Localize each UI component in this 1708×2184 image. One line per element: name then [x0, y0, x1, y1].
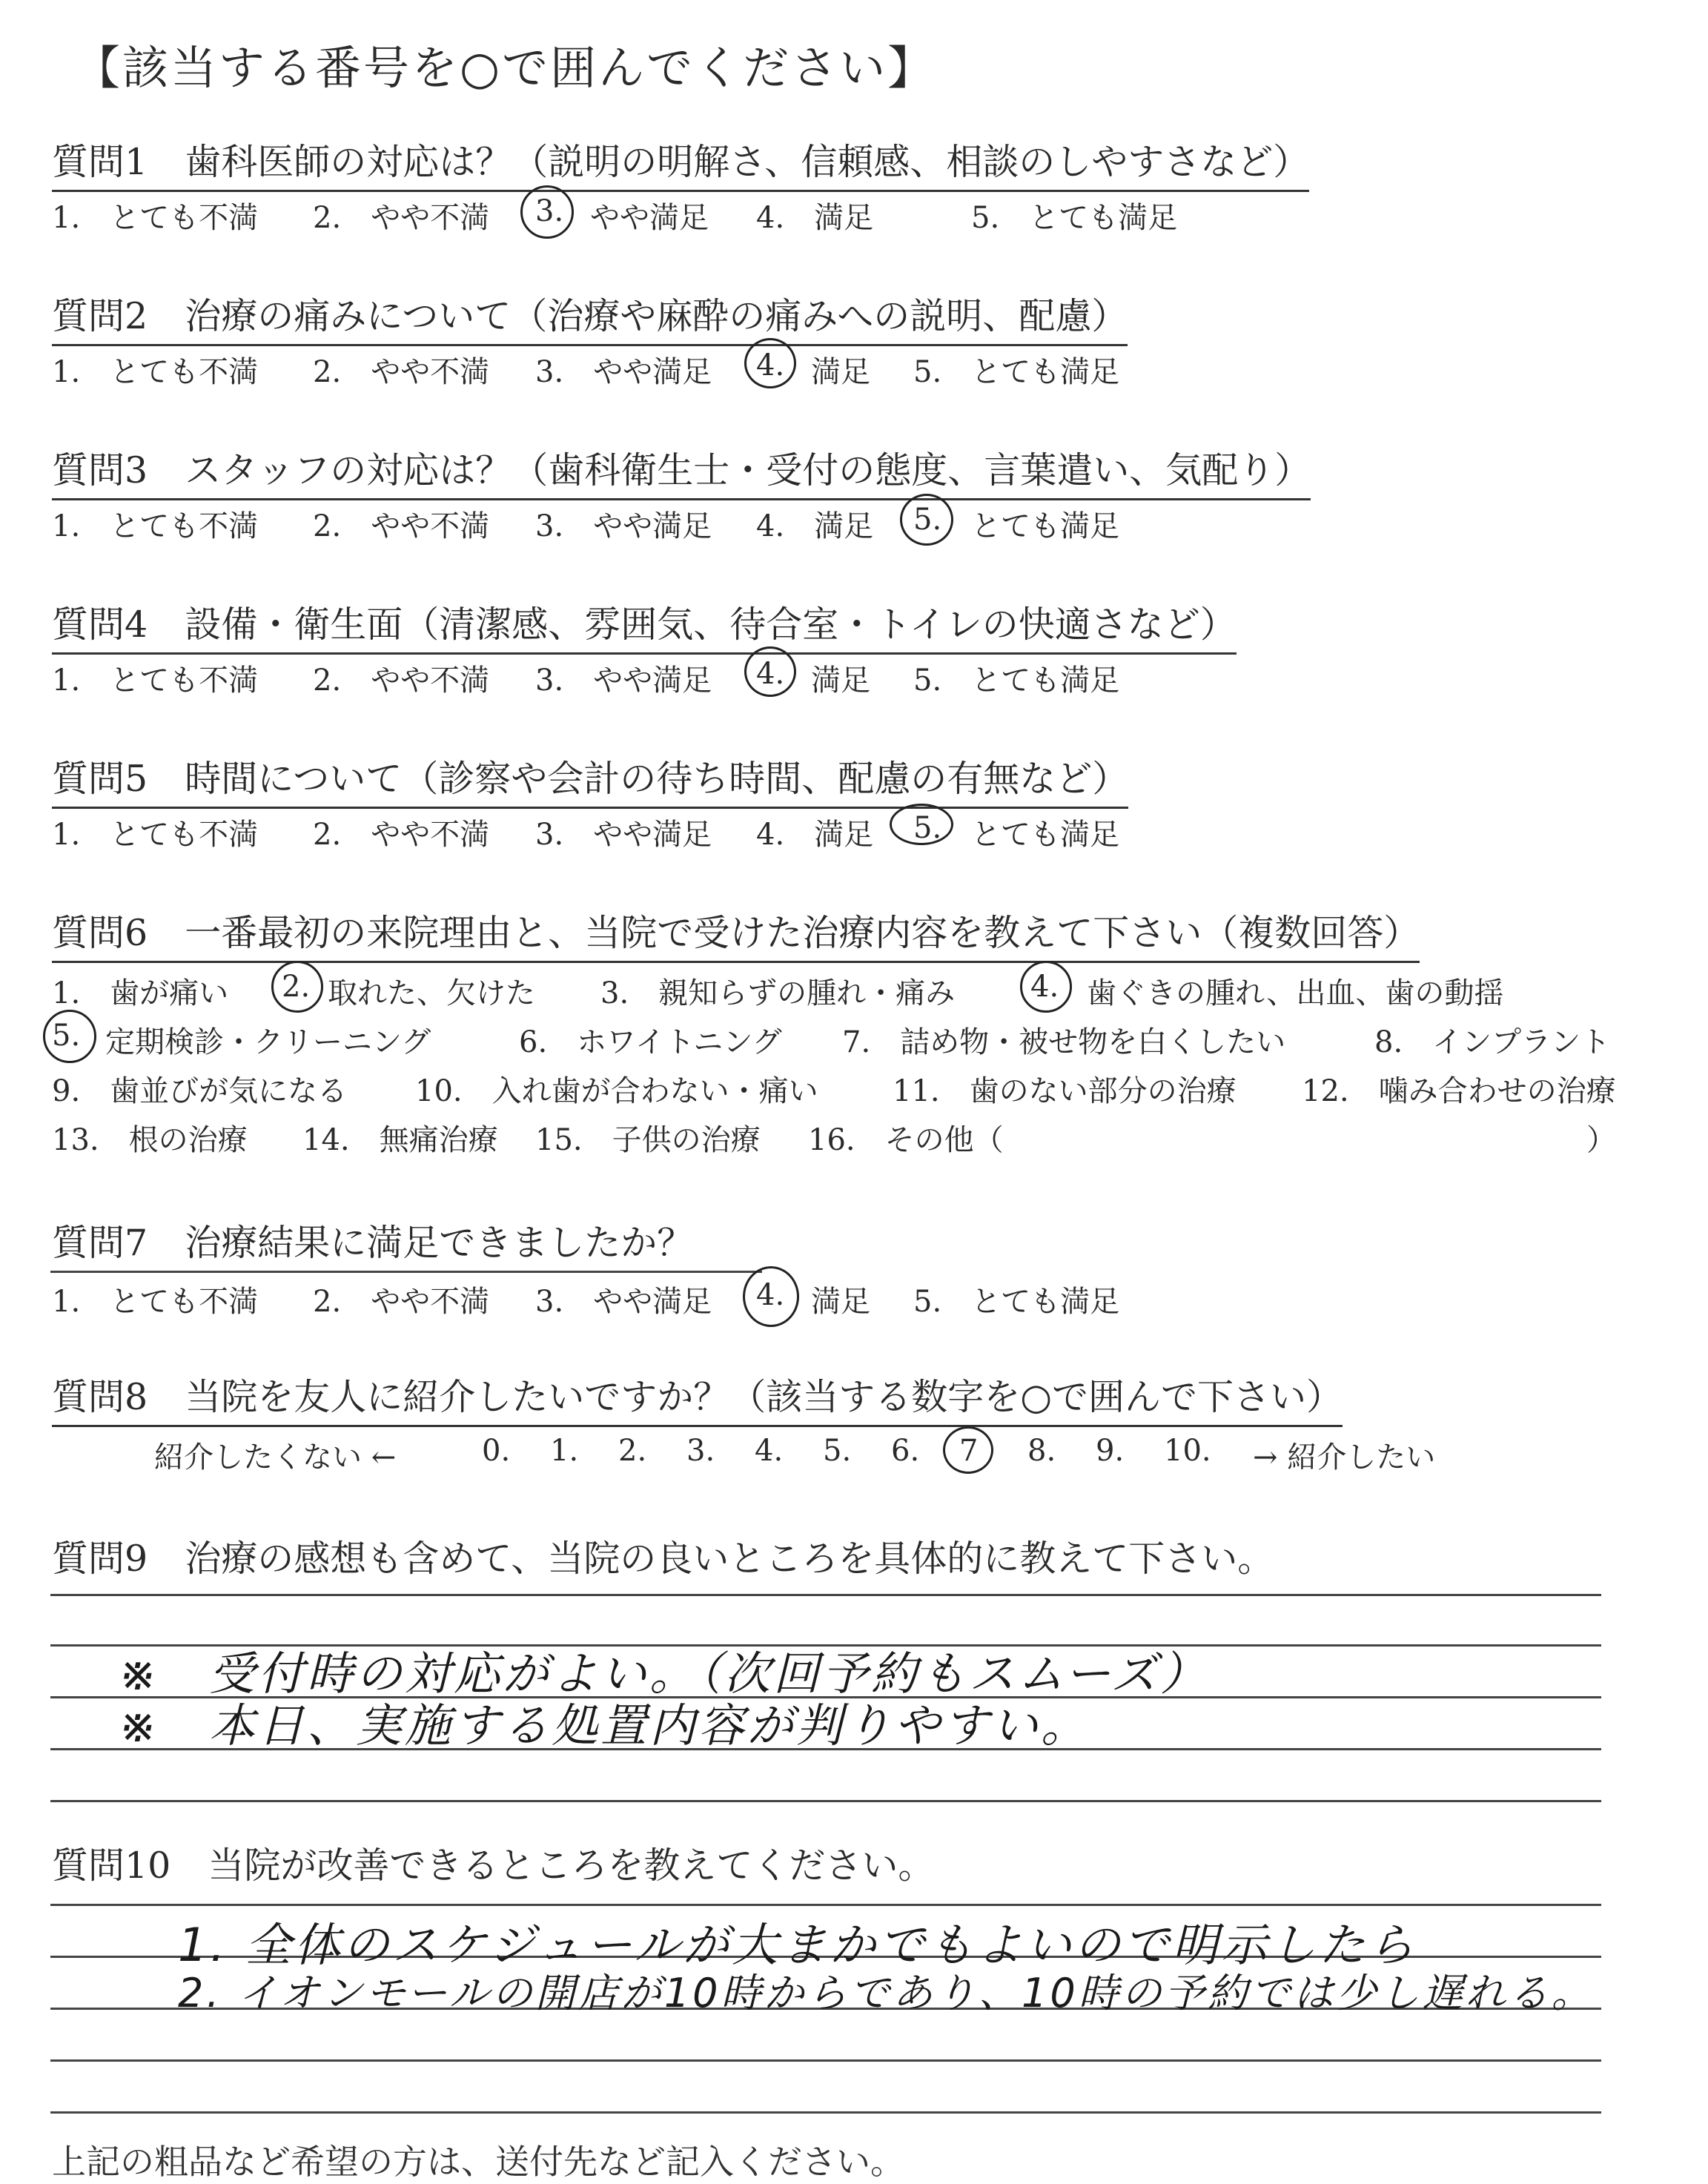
question-7: [52, 1214, 693, 1266]
question-10: [52, 1837, 934, 1889]
q7-option-1[interactable]: 1. とても不満: [52, 1285, 259, 1319]
question-5-text: 時間について（診察や会計の待ち時間、配慮の有無など）: [185, 758, 1129, 800]
question-2-label: 質問2: [52, 295, 148, 337]
q1-option-3-number[interactable]: 3.: [535, 194, 564, 228]
q5-option-5-label[interactable]: とても満足: [971, 818, 1119, 852]
question-10-text: 当院が改善できるところを教えてください。: [208, 1844, 935, 1887]
q8-score-8[interactable]: 8.: [1027, 1434, 1056, 1468]
question-2-text: 治療の痛みについて（治療や麻酔の痛みへの説明、配慮）: [185, 295, 1128, 337]
q8-score-10[interactable]: 10.: [1164, 1434, 1211, 1468]
question-1-label: 質問1: [52, 141, 148, 183]
question-1-text: 歯科医師の対応は？（説明の明解さ、信頼感、相談のしやすさなど）: [185, 141, 1310, 183]
q6-option-16-close: ）: [1586, 1123, 1616, 1157]
q10-line-1: [50, 1904, 1601, 1906]
q8-score-9[interactable]: 9.: [1096, 1434, 1125, 1468]
q2-option-3[interactable]: 3. やや満足: [535, 355, 712, 389]
q8-score-1[interactable]: 1.: [550, 1434, 579, 1468]
q1-option-1[interactable]: 1. とても不満: [52, 201, 259, 235]
question-3: [52, 442, 1311, 500]
q2-option-5[interactable]: 5. とても満足: [913, 355, 1120, 389]
question-2: [52, 288, 1128, 346]
q4-option-1[interactable]: 1. とても不満: [52, 664, 259, 698]
question-7-text: 治療結果に満足できましたか？: [185, 1222, 694, 1264]
q2-option-4-number[interactable]: 4.: [756, 348, 785, 383]
q6-option-5-circle: [43, 1010, 96, 1063]
q9-answer-1: ※ 受付時の対応がよい。（次回予約もスムーズ）: [119, 1647, 1209, 1701]
q4-option-5[interactable]: 5. とても満足: [913, 664, 1120, 698]
question-5-label: 質問5: [52, 758, 148, 800]
question-6-text: 一番最初の来院理由と、当院で受けた治療内容を教えて下さい（複数回答）: [185, 912, 1420, 954]
q10-line-5: [50, 2111, 1601, 2114]
q6-option-8[interactable]: 8. インプラント: [1374, 1025, 1611, 1059]
question-9-label: 質問9: [52, 1538, 148, 1580]
q6-option-2-label[interactable]: 取れた、欠けた: [328, 976, 535, 1010]
q5-option-4[interactable]: 4. 満足: [756, 818, 874, 852]
q1-option-5[interactable]: 5. とても満足: [971, 201, 1178, 235]
q4-option-4-label[interactable]: 満足: [811, 664, 870, 698]
q2-option-2[interactable]: 2. やや不満: [313, 355, 490, 389]
page-title: 【該当する番号を○で囲んでください】: [74, 41, 936, 95]
q3-option-5-number[interactable]: 5.: [913, 503, 942, 537]
q6-option-3[interactable]: 3. 親知らずの腫れ・痛み: [600, 976, 956, 1010]
question-4: [52, 596, 1237, 655]
q8-score-2[interactable]: 2.: [618, 1434, 647, 1468]
q8-selected-circle: [943, 1426, 993, 1474]
q6-option-5-label[interactable]: 定期検診・クリーニング: [105, 1025, 431, 1059]
q5-selected-circle: [890, 804, 953, 845]
q6-option-2-number[interactable]: 2.: [282, 970, 311, 1004]
question-3-text: スタッフの対応は？（歯科衛生士・受付の態度、言葉遣い、気配り）: [185, 449, 1311, 492]
q10-line-4: [50, 2059, 1601, 2062]
q8-score-4[interactable]: 4.: [755, 1434, 784, 1468]
q7-selected-circle: [743, 1266, 799, 1327]
q6-option-16[interactable]: 16. その他（: [808, 1123, 1004, 1157]
question-9: [52, 1530, 1274, 1582]
q7-option-4-label[interactable]: 満足: [811, 1285, 870, 1319]
q3-selected-circle: [900, 494, 953, 546]
q6-option-15[interactable]: 15. 子供の治療: [535, 1123, 761, 1157]
q8-score-5[interactable]: 5.: [823, 1434, 852, 1468]
q5-option-1[interactable]: 1. とても不満: [52, 818, 259, 852]
q7-option-5[interactable]: 5. とても満足: [913, 1285, 1120, 1319]
q4-selected-circle: [744, 646, 796, 697]
q6-option-7[interactable]: 7. 詰め物・被せ物を白くしたい: [842, 1025, 1286, 1059]
q6-option-5-number[interactable]: 5.: [52, 1019, 81, 1053]
q2-selected-circle: [744, 338, 796, 388]
q8-score-7[interactable]: 7: [959, 1434, 979, 1468]
question-6-label: 質問6: [52, 912, 148, 954]
q1-option-2[interactable]: 2. やや不満: [313, 201, 490, 235]
q6-option-9[interactable]: 9. 歯並びが気になる: [52, 1074, 348, 1108]
q8-score-6[interactable]: 6.: [891, 1434, 920, 1468]
question-4-text: 設備・衛生面（清潔感、雰囲気、待合室・トイレの快適さなど）: [185, 603, 1237, 646]
q1-selected-circle: [520, 185, 574, 239]
question-3-label: 質問3: [52, 449, 148, 492]
q3-option-5-label[interactable]: とても満足: [971, 509, 1119, 543]
q4-option-3[interactable]: 3. やや満足: [535, 664, 712, 698]
question-9-text: 治療の感想も含めて、当院の良いところを具体的に教えて下さい。: [185, 1538, 1274, 1580]
q3-option-3[interactable]: 3. やや満足: [535, 509, 712, 543]
q3-option-1[interactable]: 1. とても不満: [52, 509, 259, 543]
q6-option-4-number[interactable]: 4.: [1030, 970, 1059, 1004]
q8-right-label: → 紹介したい: [1253, 1440, 1436, 1475]
q8-score-3[interactable]: 3.: [686, 1434, 715, 1468]
q4-option-4-number[interactable]: 4.: [756, 657, 785, 691]
q6-option-1[interactable]: 1. 歯が痛い: [52, 976, 229, 1010]
q6-option-10[interactable]: 10. 入れ歯が合わない・痛い: [415, 1074, 818, 1108]
q3-option-4[interactable]: 4. 満足: [756, 509, 874, 543]
q10-answer-1: 1. 全体のスケジュールが大まかでもよいので明示したら: [178, 1918, 1417, 1972]
q10-answer-2: 2. イオンモールの開店が10時からであり、10時の予約では少し遅れる。: [178, 1970, 1595, 2016]
question-10-label: 質問10: [52, 1844, 171, 1887]
q6-option-4-circle: [1020, 961, 1072, 1013]
q8-left-label: 紹介したくない ←: [154, 1440, 397, 1475]
q9-line-1: [50, 1594, 1601, 1596]
q3-option-2[interactable]: 2. やや不満: [313, 509, 490, 543]
q6-option-6[interactable]: 6. ホワイトニング: [519, 1025, 782, 1059]
q7-option-4-number[interactable]: 4.: [756, 1278, 785, 1312]
bottom-note: 上記の粗品など希望の方は、送付先など記入ください。: [52, 2142, 904, 2182]
q1-option-4[interactable]: 4. 満足: [756, 201, 874, 235]
q7-option-2[interactable]: 2. やや不満: [313, 1285, 490, 1319]
question-8-text: 当院を友人に紹介したいですか？（該当する数字を○で囲んで下さい）: [185, 1376, 1343, 1418]
q6-option-2-circle: [271, 961, 323, 1013]
q7-option-3[interactable]: 3. やや満足: [535, 1285, 712, 1319]
q2-option-4-label[interactable]: 満足: [811, 355, 870, 389]
q9-line-5: [50, 1800, 1601, 1802]
question-7-label: 質問7: [52, 1222, 148, 1264]
q9-answer-2: ※ 本日、実施する処置内容が判りやすい。: [119, 1698, 1090, 1753]
question-8: [52, 1369, 1343, 1427]
q5-option-3[interactable]: 3. やや満足: [535, 818, 712, 852]
q8-score-0[interactable]: 0.: [482, 1434, 511, 1468]
q6-option-12[interactable]: 12. 噛み合わせの治療: [1302, 1074, 1616, 1108]
question-1: [52, 133, 1309, 192]
q6-option-11[interactable]: 11. 歯のない部分の治療: [893, 1074, 1237, 1108]
q1-option-3-label[interactable]: やや満足: [590, 201, 709, 235]
q5-option-2[interactable]: 2. やや不満: [313, 818, 490, 852]
question-8-label: 質問8: [52, 1376, 148, 1418]
q2-option-1[interactable]: 1. とても不満: [52, 355, 259, 389]
q6-option-14[interactable]: 14. 無痛治療: [302, 1123, 498, 1157]
q6-option-13[interactable]: 13. 根の治療: [52, 1123, 248, 1157]
q7-underline: [50, 1271, 762, 1273]
question-6: [52, 904, 1420, 963]
question-4-label: 質問4: [52, 603, 148, 646]
q5-option-5-number[interactable]: 5.: [913, 811, 942, 845]
question-5: [52, 750, 1128, 809]
q6-option-4-label[interactable]: 歯ぐきの腫れ、出血、歯の動揺: [1087, 976, 1504, 1010]
q4-option-2[interactable]: 2. やや不満: [313, 664, 490, 698]
